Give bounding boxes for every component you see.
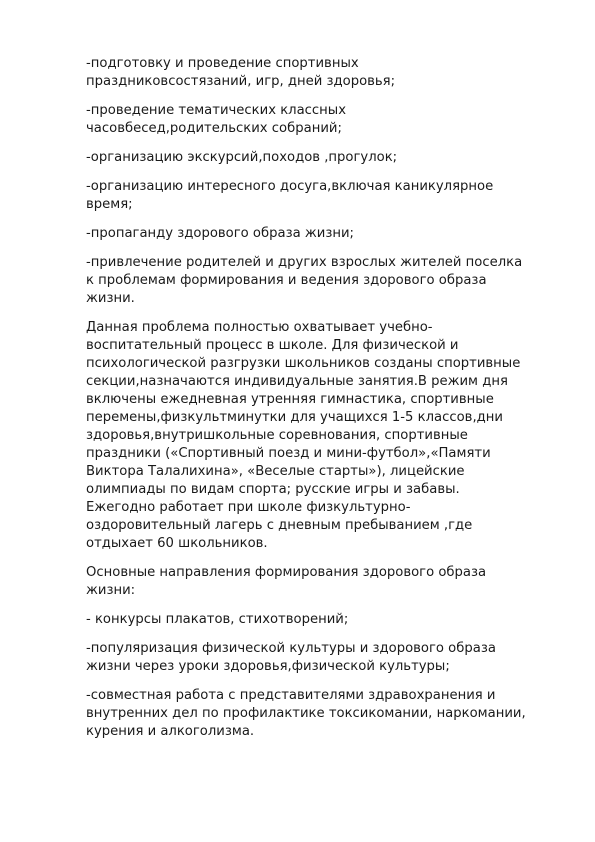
section-heading-main-directions: Основные направления формирования здорового образа жизни: [86,565,487,598]
list-item-excursions: -организацию экскурсий,походов ,прогулок; [86,150,398,165]
list-item-contests: - конкурсы плакатов, стихотворений; [86,612,349,627]
list-item-healthy-lifestyle-promotion: -пропаганду здорового образа жизни; [86,226,354,241]
body-paragraph-school-process: Данная проблема полностью охватывает учебно- воспитательный процесс в школе. Для физической и психологической разгрузки школьников созданы спортивные секции,назначаются индивидуальные занятия.В режим дня включены ежедневная утренняя гимнастика, спортивные перемены,физкультминутки для учащихся 1-5 классов,дни здоровья,внутришкольные соревнования, спортивные праздники («Спортивный поезд и мини-футбол»,«Памяти Виктора Талалихина», «Веселые старты»), лицейские олимпиады по видам спорта; русские игры и забавы. Ежегодно работает при школе физкультурно- оздоровительный лагерь с дневным пребыванием ,где отдыхает 60 школьников. [86,320,521,551]
list-item-parent-involvement: -привлечение родителей и других взрослых жителей поселка к проблемам формирования и ведения здорового образа жизни. [86,255,523,306]
list-item-sports-holidays: -подготовку и проведение спортивных праздниковсостязаний, игр, дней здоровья; [86,56,396,89]
list-item-joint-work: -совместная работа с представителями здравохранения и внутренних дел по профилактике токсикомании, наркомании, курения и алкоголизма. [86,688,526,739]
document-body [86,55,561,752]
list-item-leisure: -организацию интересного досуга,включая каникулярное время; [86,179,494,212]
list-item-class-hours: -проведение тематических классных часовбесед,родительских собраний; [86,103,347,136]
list-item-popularization: -популяризация физической культуры и здорового образа жизни через уроки здоровья,физической культуры; [86,641,496,674]
